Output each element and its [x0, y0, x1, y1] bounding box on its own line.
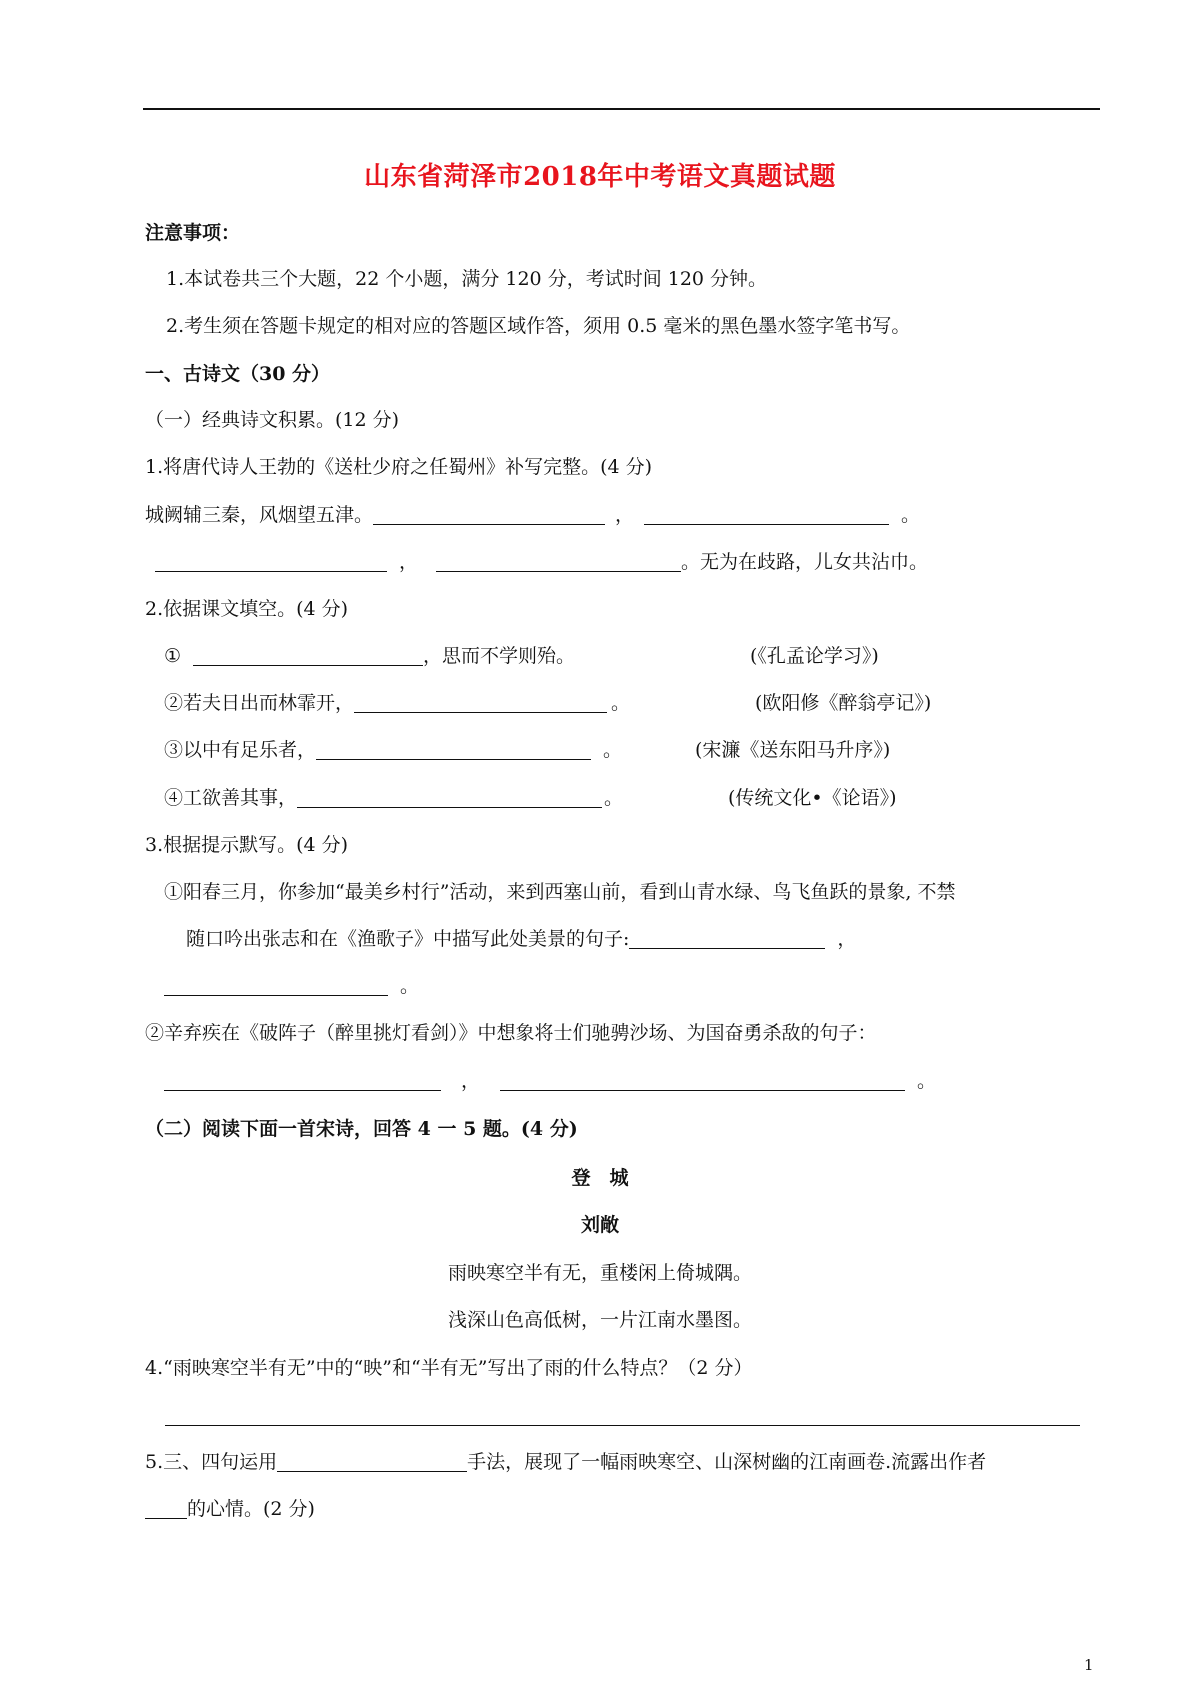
- page-title: 山东省菏泽市2018年中考语文真题试题: [364, 162, 836, 192]
- q3-comma-1: ，: [837, 928, 857, 950]
- q5-blank-1[interactable]: [277, 1451, 467, 1472]
- q2-item-3: [164, 737, 622, 763]
- q2-item-1-suffix: ，思而不学则殆。: [423, 645, 576, 667]
- q1-comma-2: ，: [399, 551, 419, 573]
- q2-item-4: [164, 785, 623, 811]
- q2-source-4: (传统文化•《论语》): [728, 787, 897, 809]
- poem-line-2: 浅深山色高低树，一片江南水墨图。: [447, 1309, 752, 1331]
- q3-blank-3[interactable]: [164, 1070, 441, 1091]
- poem-line-1: 雨映寒空半有无，重楼闲上倚城隅。: [447, 1262, 752, 1284]
- q3-item-1-line2: [186, 926, 856, 952]
- q3-item-1-line3: [164, 973, 419, 999]
- q3-item-1-line2-text: 随口吟出张志和在《渔歌子》中描写此处美景的句子:: [186, 928, 630, 950]
- q2-item-1: [164, 643, 575, 669]
- q1-comma: ，: [615, 504, 635, 526]
- q2-source-1: (《孔孟论学习》): [750, 645, 879, 667]
- q3-blank-4[interactable]: [500, 1070, 905, 1091]
- q4-text: 4.“雨映寒空半有无”中的“映”和“半有无”写出了雨的什么特点？（2 分）: [145, 1357, 753, 1379]
- q3-text: 3.根据提示默写。(4 分): [145, 834, 349, 856]
- q2-item-4-prefix: ④工欲善其事，: [164, 787, 298, 809]
- q1-blank-1[interactable]: [373, 504, 605, 525]
- q2-blank-3[interactable]: [316, 739, 591, 760]
- q1-blank-2[interactable]: [644, 504, 889, 525]
- poem-title: 登 城: [571, 1167, 629, 1189]
- q2-blank-4[interactable]: [297, 787, 602, 808]
- q5-line2-text: 的心情。(2 分): [187, 1498, 315, 1520]
- q2-item-3-prefix: ③以中有足乐者，: [164, 739, 317, 761]
- q4-answer-line[interactable]: [165, 1425, 1080, 1426]
- q5-line1: [145, 1449, 986, 1475]
- page-number: 1: [1084, 1656, 1094, 1674]
- q1-line1-prefix: 城阙辅三秦，风烟望五津。: [145, 504, 374, 526]
- q1-line2: [155, 549, 928, 575]
- poem-author: 刘敞: [580, 1214, 619, 1236]
- q1-line1: [145, 502, 920, 528]
- q3-period-2: 。: [917, 1070, 937, 1092]
- q2-text: 2.依据课文填空。(4 分): [145, 598, 349, 620]
- q5-prefix: 5.三、四句运用: [145, 1451, 278, 1473]
- q2-blank-2[interactable]: [354, 692, 607, 713]
- section1-heading: 一、古诗文（30 分）: [145, 363, 331, 385]
- q2-source-2: (欧阳修《醉翁亭记》): [755, 692, 932, 714]
- q2-item-1-prefix: ①: [164, 645, 182, 667]
- notice-item-2: 2.考生须在答题卡规定的相对应的答题区域作答，须用 0.5 毫米的黑色墨水签字笔书写。: [166, 315, 911, 337]
- q2-item-2: [164, 690, 630, 716]
- q1-blank-4[interactable]: [436, 551, 681, 572]
- q2-item-4-suffix: 。: [604, 787, 624, 809]
- q2-item-2-suffix: 。: [611, 692, 631, 714]
- notice-item-1: 1.本试卷共三个大题，22 个小题，满分 120 分，考试时间 120 分钟。: [166, 268, 768, 290]
- q1-blank-3[interactable]: [155, 551, 387, 572]
- q3-blank-1[interactable]: [629, 928, 825, 949]
- q3-item-2-line1: ②辛弃疾在《破阵子（醉里挑灯看剑）》中想象将士们驰骋沙场、为国奋勇杀敌的句子：: [145, 1022, 877, 1044]
- part2-heading: （二）阅读下面一首宋诗，回答 4 一 5 题。(4 分): [145, 1118, 578, 1140]
- q3-blank-2[interactable]: [164, 975, 388, 996]
- q5-blank-2[interactable]: [145, 1498, 187, 1519]
- q5-line2: [145, 1496, 315, 1522]
- q5-suffix: 手法，展现了一幅雨映寒空、山深树幽的江南画卷.流露出作者: [467, 1451, 987, 1473]
- q3-item-1-line1: ①阳春三月，你参加“最美乡村行”活动，来到西塞山前，看到山青水绿、鸟飞鱼跃的景象, 不禁: [164, 881, 956, 903]
- notice-heading: 注意事项：: [145, 222, 241, 244]
- header-rule: [143, 108, 1100, 110]
- q3-period-1: 。: [400, 975, 420, 997]
- part1-heading: （一）经典诗文积累。(12 分): [145, 409, 400, 431]
- q3-item-2-line2: [164, 1068, 936, 1094]
- q2-blank-1[interactable]: [193, 645, 423, 666]
- q1-period: 。: [901, 504, 921, 526]
- q3-comma-2: ，: [461, 1070, 481, 1092]
- q1-line2-suffix: 。无为在歧路，儿女共沾巾。: [681, 551, 929, 573]
- q2-source-3: (宋濂《送东阳马升序》): [695, 739, 891, 761]
- q2-item-3-suffix: 。: [603, 739, 623, 761]
- q2-item-2-prefix: ②若夫日出而林霏开，: [164, 692, 355, 714]
- q1-text: 1.将唐代诗人王勃的《送杜少府之任蜀州》补写完整。(4 分): [145, 456, 653, 478]
